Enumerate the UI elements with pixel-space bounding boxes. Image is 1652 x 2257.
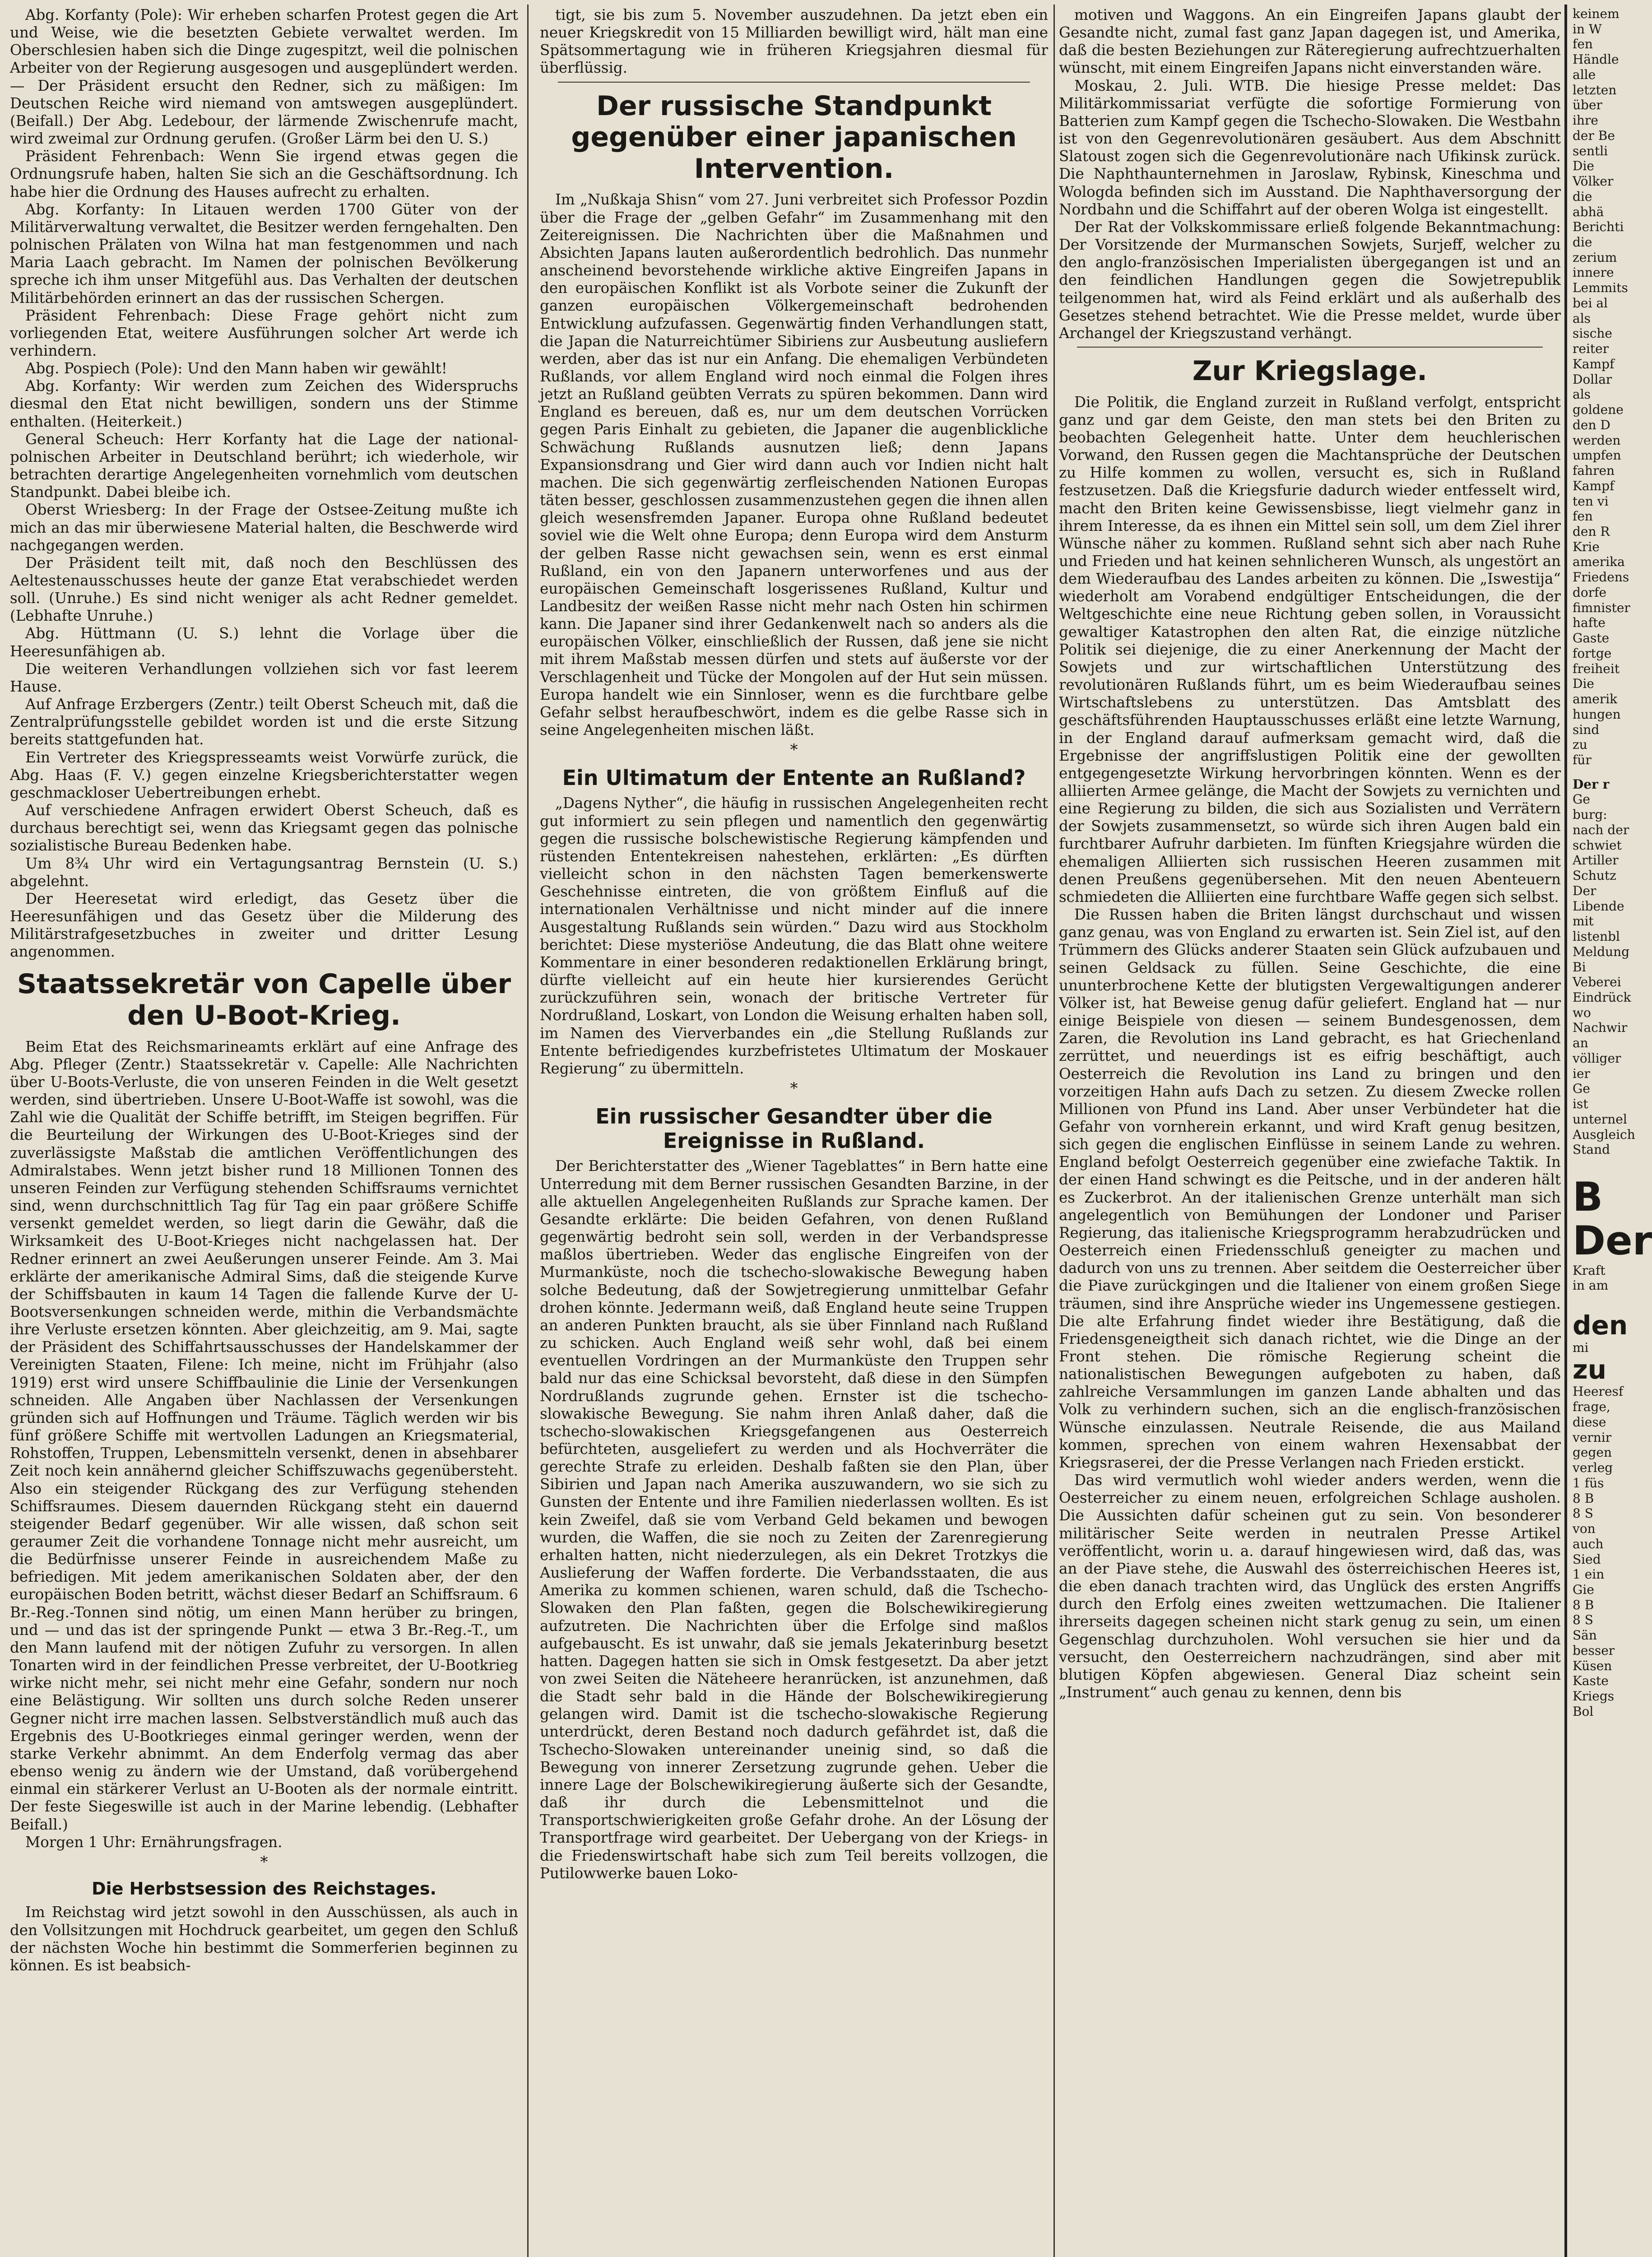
cropped-line: Berichti [1573, 219, 1624, 235]
cropped-line: Nachwir [1573, 1020, 1628, 1036]
cropped-line: ier [1573, 1066, 1590, 1081]
cropped-line: Krie [1573, 539, 1600, 554]
headline-russian-standpoint: Der russische Standpunkt gegenüber einer japanischen Intervention. [571, 90, 1017, 185]
cropped-line: 1 füs [1573, 1475, 1604, 1491]
section-divider [558, 82, 1030, 83]
paragraph: Der Berichterstatter des „Wiener Tageblattes“ in Bern hatte eine Unterredung mit dem Berner russischen Gesandten Barzine, in der alle aktuellen Angelegenheiten Rußlands zur Sprache kamen. Der Gesandte erklärte: Die beiden Gefahren, von denen Rußland gegenwärtig bedroht sein soll, werden in der Verbandspresse maßlos übertrieben. Weder das englische Eingreifen von der Murmanküste, noch die tschecho-slowakische Bewegung haben solche Bedeutung, daß der Sowjetregierung unmittelbar Gefahr drohen könnte. Jedermann weiß, daß England heute seine Truppen an anderen Punkten braucht, als sie über Finnland nach Rußland zu schicken. Auch England weiß sehr wohl, daß bei einem eventuellen Vordringen an der Murmanküste den Truppen sehr bald nur das eine Schicksal bevorsteht, daß diese in den Sümpfen Nordrußlands zugrunde gehen. Ernster ist die tschecho-slowakische Bewegung. Sie nahm ihren Anlaß daher, daß die tschecho-slowakischen Kriegsgefangenen aus Oesterreich befürchteten, ausgeliefert zu werden und als Hochverräter die gerechte Strafe zu erleiden. Deshalb faßten sie den Plan, über Sibirien und Japan nach Amerika auszuwandern, wo sie sich zu Gunsten der Entente und ihre Familien niederlassen wollten. Es ist kein Zweifel, daß sie vom Verband Geld bekamen und bewogen wurden, die Waffen, die sie noch zu Zeiten der Zarenregierung erhalten hatten, nicht niederzulegen, als ein Dekret Trotzkys die Auslieferung der Waffen forderte. Die Verbandsstaaten, die aus Amerika zu kommen schienen, waren schuld, daß die Tschecho-Slowaken den Plan faßten, gegen die Bolschewikiregierung aufzutreten. Die Nachrichten über die Erfolge sind maßlos aufgebauscht. Es ist unwahr, daß sie jemals Jekaterinburg besetzt hatten. Dagegen hatten sie sich in Omsk festgesetzt. Da aber jetzt von zwei Seiten die Näteheere heranrücken, ist anzunehmen, daß die Stadt sehr bald in die Hände der Bolschewikiregierung gelangen wird. Damit ist die tschecho-slowakische Regierung unterdrückt, deren Bestand noch dadurch gefährdet ist, daß die Tschecho-Slowaken untereinander uneinig sind, so daß die Bewegung von innerer Zersetzung zugrunde gehen. Ueber die innere Lage der Bolschewikiregierung äußerte sich der Gesandte, daß ihr durch die Lebensmittelnot und die Transportschwierigkeiten große Gefahr drohe. An der Lösung der Transportfrage wird gearbeitet. Der Uebergang von der Kriegs- in die Friedenswirtschaft habe sich zum Teil bereits vollzogen, die Putilowwerke bauen Loko- [540, 1157, 1048, 1882]
paragraph: Abg. Korfanty: Wir werden zum Zeichen des Widerspruchs diesmal den Etat nicht bewilligen, sondern uns der Stimme enthalten. (Heiterkeit.) [10, 377, 518, 430]
cropped-line: Die [1573, 158, 1594, 174]
cropped-line: frage, [1573, 1399, 1610, 1415]
cropped-line: Der [1573, 883, 1596, 898]
cropped-line: mi [1573, 1340, 1589, 1355]
cropped-line: Libende [1573, 898, 1624, 914]
cropped-headline: zu [1573, 1354, 1607, 1385]
cropped-line: fen [1573, 509, 1593, 524]
cropped-line: hungen [1573, 706, 1621, 722]
cropped-line: wo [1573, 1005, 1591, 1020]
headline-war-situation: Zur Kriegslage. [1192, 355, 1428, 387]
cropped-line: der Be [1573, 128, 1615, 143]
paragraph: Präsident Fehrenbach: Wenn Sie irgend etwas gegen die Ordnungsrufe haben, halten Sie sich an die Geschäftsordnung. Ich habe hier die Ordnung des Hauses aufrecht zu erhalten. [10, 148, 518, 200]
cropped-line: ten vi [1573, 493, 1609, 509]
cropped-line: auch [1573, 1536, 1604, 1551]
cropped-line: sentli [1573, 143, 1608, 158]
paragraph: Abg. Pospiech (Pole): Und den Mann haben wir gewählt! [25, 360, 447, 377]
cropped-line: abhä [1573, 204, 1604, 219]
cropped-line: Dollar [1573, 372, 1612, 387]
column-4-cropped [1573, 6, 1652, 2257]
headline-capelle: Staatssekretär von Capelle über den U-Boot-Krieg. [17, 968, 511, 1032]
cropped-line: alle [1573, 67, 1596, 82]
cropped-line: fen [1573, 37, 1593, 52]
separator-asterisk: * [260, 1853, 268, 1871]
cropped-big-headline: Der [1573, 1217, 1652, 1264]
cropped-line: burg: [1573, 807, 1607, 822]
paragraph: Der Rat der Volkskommissare erließ folgende Bekanntmachung: Der Vorsitzende der Murmanschen Sowjets, Surjeff, welcher zu den anglo-französischen Imperialisten übergegangen ist und an den feindlichen Handlungen gegen die Sowjetrepublik teilgenommen hat, wird als Feind erklärt und als außerhalb des Gesetzes stehend betrachtet. Wie die Presse meldet, wurde über Archangel der Kriegszustand verhängt. [1059, 218, 1561, 342]
headline-ultimatum: Ein Ultimatum der Entente an Rußland? [562, 766, 1026, 790]
cropped-line: Bol [1573, 1704, 1594, 1719]
cropped-headline: Der r [1573, 776, 1610, 792]
cropped-line: Sied [1573, 1551, 1601, 1567]
cropped-line: in W [1573, 21, 1602, 37]
cropped-line: den R [1573, 524, 1610, 539]
cropped-line: gegen [1573, 1445, 1612, 1460]
cropped-line: Kaste [1573, 1673, 1609, 1689]
cropped-line: hafte [1573, 615, 1606, 631]
cropped-line: amerik [1573, 692, 1618, 707]
cropped-line: Händle [1573, 52, 1619, 67]
cropped-line: 1 ein [1573, 1567, 1605, 1582]
paragraph: Im Reichstag wird jetzt sowohl in den Ausschüssen, als auch in den Vollsitzungen mit Hochdruck gearbeitet, um gegen den Schluß der nächsten Woche hin bestimmt die Sommerferien beginnen zu können. Es ist beabsich- [10, 1904, 518, 1974]
cropped-line: Heeresf [1573, 1384, 1624, 1399]
paragraph: tigt, sie bis zum 5. November auszudehnen. Da jetzt eben ein neuer Kriegskredit von 15 Milliarden bewilligt wird, hält man eine Spätsommertagung wie in früheren Kriegsjahren diesmal für überflüssig. [540, 6, 1048, 77]
cropped-line: amerika [1573, 554, 1625, 570]
cropped-line: 8 B [1573, 1491, 1594, 1506]
paragraph: Auf verschiedene Anfragen erwidert Oberst Scheuch, daß es durchaus berechtigt sei, wenn das Kriegsamt gegen das polnische sozialistische Bureau Bedenken habe. [10, 802, 518, 855]
cropped-line: dorfe [1573, 585, 1607, 600]
paragraph: Abg. Hüttmann (U. S.) lehnt die Vorlage über die Heeresunfähigen ab. [10, 625, 518, 660]
cropped-line: 8 S [1573, 1612, 1593, 1628]
cropped-line: sische [1573, 326, 1612, 341]
paragraph: Die weiteren Verhandlungen vollziehen sich vor fast leerem Hause. [10, 660, 518, 695]
paragraph: Die Politik, die England zurzeit in Rußland verfolgt, entspricht ganz und gar dem Geiste, den man stets bei den Briten zu beobachten Gelegenheit hatte. Unter dem heuchlerischen Vorwand, den Russen gegen die Machtansprüche der Deutschen zu Hilfe kommen zu wollen, versucht es, sich in Rußland festzusetzen. Daß die Kriegsfurie dadurch wieder entfesselt wird, macht den Briten keine Gewissensbisse, liegt vielmehr ganz in ihrem Interesse, da es ihnen ein Mittel sein soll, um dem Ziel ihrer Wünsche näher zu kommen. Rußland sehnt sich aber nach Ruhe und Frieden und hat keinen sehnlicheren Wunsch, als ungestört an dem Wiederaufbau des Landes arbeiten zu können. Die „Iswestija“ wiederholt am Vorabend endgültiger Entscheidungen, die der Weltgeschichte eine neue Richtung geben sollen, in Voraussicht gewaltiger Katastrophen den alten Rat, die einzige nützliche Politik sei diejenige, die zu einer Anerkennung der Macht der Sowjets und zur wirtschaftlichen Unterstützung des revolutionären Rußlands führt, um es beim Wiederaufbau seines Wirtschaftslebens zu unterstützen. Das Amtsblatt des geschäftsführenden Hauptausschusses erläßt eine letzte Warnung, in der England darauf aufmerksam gemacht wird, daß die Ergebnisse der angriffslustigen Politik eine der gewollten entgegengesetzte Wirkung hervorbringen könnten. Wenn es der alliierten Armee gelänge, die Macht der Sowjets zu vernichten und eine Regierung zu bilden, die sich aus Sozialisten und Verrätern der Sowjets zusammensetzt, so würde sich ihren Augen bald ein furchtbarer Aufruhr darbieten. Im fünften Kriegsjahre würden die ehemaligen Alliierten sich russischen Heeren zusammen mit denen Preußens gegenübersehen. Mit den neuen Abenteuern schmiedeten die Alliierten eine furchtbare Waffe gegen sich selbst. [1059, 393, 1561, 906]
paragraph: Um 8¾ Uhr wird ein Vertagungsantrag Bernstein (U. S.) abgelehnt. [10, 855, 518, 890]
cropped-line: Schutz [1573, 868, 1616, 883]
cropped-line: Artiller [1573, 853, 1619, 868]
section-divider [1077, 347, 1543, 348]
cropped-line: freiheit [1573, 661, 1620, 676]
cropped-line: innere [1573, 265, 1614, 280]
cropped-line: diese [1573, 1414, 1606, 1430]
cropped-line: 8 S [1573, 1506, 1593, 1521]
cropped-line: letzten [1573, 82, 1617, 98]
cropped-line: Lemmits [1573, 280, 1628, 296]
cropped-line: Küsen [1573, 1658, 1612, 1673]
cropped-line: bei al [1573, 295, 1608, 311]
cropped-line: Die [1573, 676, 1594, 692]
cropped-line: Stand [1573, 1142, 1610, 1157]
cropped-line-group [1573, 1340, 1620, 1356]
cropped-line: in am [1573, 1278, 1609, 1293]
headline-herbstsession: Die Herbstsession des Reichstages. [92, 1878, 436, 1899]
paragraph: Im „Nußkaja Shisn“ vom 27. Juni verbreitet sich Professor Pozdin über die Frage der „gelben Gefahr“ im Zusammenhang mit den Zeitereignissen. Die Nachrichten über die Maßnahmen und Absichten Japans lauten außerordentlich bedrohlich. Das nunmehr anscheinend bevorstehende wirkliche aktive Eingreifen Japans in den europäischen Konflikt ist als Vorbote seiner die Zukunft der ganzen europäischen Völkergemeinschaft bedrohenden Entwicklung aufzufassen. Gegenwärtig finden Verhandlungen statt, die Japan die Naturreichtümer Sibiriens zur Ausbeutung ausliefern werden, aber das ist nur ein Anfang. Die ehemaligen Verbündeten Rußlands, vor allem England wird noch einmal die Folgen ihres jetzt an Rußland geübten Verrats zu spüren bekommen. Dann wird England es bereuen, daß es, nur um dem deutschen Vorrücken gegen Paris Einhalt zu gebieten, die Japaner die augenblickliche Schwächung Rußlands ausnutzen ließ; denn Japans Expansionsdrang und Gier wird dann auch vor Indien nicht halt machen. Die sich gegenwärtig zerfleischenden Nationen Europas täten besser, geschlossen zusammenzustehen gegen die ihnen allen gleich wesensfremden Japaner. Europa ohne Rußland bedeutet soviel wie die Welt ohne Europa; denn Europa wird dem Ansturm der gelben Rasse nicht gewachsen sein, wenn es erst einmal Rußland, ein von den Japanern unterworfenes und aus der europäischen Gemeinschaft losgerissenes Rußland, Kultur und Landbesitz der weißen Rasse nicht mehr nach Osten hin schirmen kann. Die Japaner sind ihrer Gedankenwelt nach so anders als die europäischen Völker, einschließlich der Russen, daß jene sie nicht mit ihrem Maßstab messen dürfen und stets auf äußerste vor der Verschlagenheit und Tücke der Mongolen auf der Hut sein müssen. Europa handelt wie ein Sinnloser, wenn es die furchtbare gelbe Gefahr selbst heraufbeschwört, indem es die gelbe Rasse sich in seine Angelegenheiten mischen läßt. [540, 191, 1048, 739]
cropped-line: 8 B [1573, 1597, 1594, 1612]
cropped-line: Ge [1573, 1081, 1590, 1096]
paragraph: Morgen 1 Uhr: Ernährungsfragen. [25, 1833, 283, 1851]
cropped-big-headline: B [1573, 1174, 1603, 1221]
paragraph: Die Russen haben die Briten längst durchschaut und wissen ganz genau, was von England zu erwarten ist. Sein Ziel ist, auf den Trümmern des Glücks anderer Staaten sein Glück aufzubauen und seinen Geldsack zu füllen. Seine Geschichte, die eine ununterbrochene Kette der blutigsten Vergewaltigungen anderer Völker ist, hat Beweise genug dafür geliefert. England hat — nur einige Beispiele von diesen — seinem Bundesgenossen, dem Zaren, die Revolution ins Land gebracht, es hat Griechenland zerrüttet, und neuerdings ist es eifrig beschäftigt, auch Oesterreich die Revolution ins Land zu bringen und den vorzeitigen Hahn aufs Dach zu setzen. Zu diesem Zwecke rollen Millionen von Pfund ins Land. Aber unser Verbündeter hat die Gefahr von vornherein erkannt, und wird Kraft genug besitzen, sich gegen die englischen Einflüsse in seinem Lande zu wehren. England befolgt Oesterreich gegenüber eine zwiefache Taktik. In der einen Hand schwingt es die Peitsche, und in der anderen hält es Zuckerbrot. An der italienischen Grenze unterhält man sich angelegentlich von Bemühungen der Londoner und Pariser Regierung, das italienische Kriegsprogramm herabzudrücken und Oesterreich einen Friedensschluß geneigter zu machen und dadurch von uns zu trennen. Aber seitdem die Oesterreicher über die Piave zurückgingen und die Italiener von einem großen Siege träumen, sind ihre Ansprüche wieder ins Ungemessene gestiegen. Die alte Erfahrung findet wieder ihre Bestätigung, daß die Friedensgeneigtheit sich danach richtet, wie die Dinge an der Front stehen. Die römische Regierung scheint die nationalistischen Bewegungen aufgeboten zu haben, daß zahlreiche Versammlungen im ganzen Lande abhalten und das Volk zu verhindern suchen, sich an die englisch-französischen Wünsche einzulassen. Neutrale Reisende, die aus Mailand kommen, sprechen von einem wahren Hexensabbat der Kriegsraserei, der die Presse Verlangen nach Frieden erstickt. [1059, 906, 1561, 1471]
column-rule [1053, 5, 1055, 2257]
cropped-line: Gie [1573, 1582, 1594, 1598]
cropped-line: Ausgleich [1573, 1127, 1635, 1142]
paragraph: Präsident Fehrenbach: Diese Frage gehört nicht zum vorliegenden Etat, weitere Ausführungen solcher Art werde ich verhindern. [10, 307, 518, 359]
cropped-line: über [1573, 98, 1602, 113]
cropped-line: fimnister [1573, 600, 1630, 615]
cropped-line: sind [1573, 722, 1600, 737]
cropped-line: goldene [1573, 402, 1624, 418]
cropped-line: Ge [1573, 792, 1590, 807]
cropped-line: unternel [1573, 1111, 1627, 1127]
column-2 [540, 6, 1048, 2257]
cropped-line: besser [1573, 1643, 1615, 1658]
cropped-line: Kampf [1573, 356, 1615, 372]
cropped-line: fahren [1573, 463, 1615, 478]
paragraph: Ein Vertreter des Kriegspresseamts weist Vorwürfe zurück, die Abg. Haas (F. V.) gegen einzelne Kriegsberichterstatter wegen geschmackloser Uebertreibungen erhebt. [10, 748, 518, 801]
cropped-line: reiter [1573, 341, 1609, 357]
cropped-line: für [1573, 752, 1592, 767]
headline-russian-envoy: Ein russischer Gesandter über die Ereignisse in Rußland. [595, 1104, 993, 1153]
paragraph: Abg. Korfanty: In Litauen werden 1700 Güter von der Militärverwaltung verwaltet, die Besitzer werden ferngehalten. Den polnischen Prälaten von Wilna hat man festgenommen und nach Maria Laach gebracht. Im Namen der polnischen Bevölkerung spreche ich ihm unser Mitgefühl aus. Das Verhalten der deutschen Militärbehörden erinnert an das der russischen Schergen. [10, 200, 518, 307]
cropped-line: Kampf [1573, 478, 1615, 493]
column-rule [527, 5, 529, 2257]
cropped-line: Kriegs [1573, 1689, 1615, 1704]
cropped-line: verleg [1573, 1460, 1613, 1476]
cropped-line-group [1573, 1384, 1624, 1719]
cropped-line: werden [1573, 432, 1621, 448]
cropped-line: Sän [1573, 1628, 1597, 1643]
cropped-line: Eindrück [1573, 990, 1631, 1005]
paragraph: Auf Anfrage Erzbergers (Zentr.) teilt Oberst Scheuch mit, daß die Zentralprüfungsstelle gebildet worden ist und die erste Sitzung bereits stattgefunden hat. [10, 696, 518, 748]
cropped-line: Friedens [1573, 570, 1629, 585]
cropped-line-group [1573, 6, 1630, 768]
separator-asterisk: * [790, 1079, 798, 1097]
cropped-line-group [1573, 792, 1635, 1157]
paragraph: General Scheuch: Herr Korfanty hat die Lage der national-polnischen Arbeiter in Deutschland berührt; ich wiederhole, wir betrachten derartige Angelegenheiten vornehmlich vom deutschen Standpunkt. Dabei bleibe ich. [10, 430, 518, 501]
cropped-line: als [1573, 311, 1591, 326]
cropped-line: mit [1573, 914, 1594, 929]
cropped-line: schwiet [1573, 837, 1622, 853]
paragraph: motiven und Waggons. An ein Eingreifen Japans glaubt der Gesandte nicht, zumal fast ganz Japan dagegen ist, und Amerika, daß die besten Beziehungen zur Räteregierung aufrechtzuerhalten wünscht, mit einem Eingreifen Japans nicht einverstanden wäre. [1059, 6, 1561, 77]
cropped-line: Völker [1573, 174, 1614, 189]
cropped-line: als [1573, 387, 1591, 402]
cropped-line: nach der [1573, 822, 1629, 837]
column-3 [1059, 6, 1561, 2257]
cropped-line: keinem [1573, 6, 1620, 21]
cropped-line: den D [1573, 417, 1610, 432]
paragraph: Moskau, 2. Juli. WTB. Die hiesige Presse meldet: Das Militärkommissariat verfügte die sofortige Formierung von Batterien zum Kampf gegen die Tschecho-Slowaken. Die Westbahn ist von den Gegenrevolutionären gesäubert. Aus dem Abschnitt Slatoust zogen sich die Gegenrevolutionäre nach Ufikinsk zurück. Die Naphthaunternehmen in Jaroslaw, Rybinsk, Kineschma und Wologda befinden sich im Ausstand. Die Naphthaversorgung der Nordbahn und die Schiffahrt auf der oberen Wolga ist eingestellt. [1059, 77, 1561, 218]
cropped-line: ihre [1573, 113, 1598, 128]
page-edge-rule [1564, 5, 1567, 2257]
paragraph: Der Heeresetat wird erledigt, das Gesetz über die Heeresunfähigen und das Gesetz über die Milderung des Militärstrafgesetzbuches in zweiter und dritter Lesung angenommen. [10, 890, 518, 961]
cropped-line: zu [1573, 737, 1587, 752]
cropped-line: listenbl [1573, 929, 1620, 944]
paragraph: Beim Etat des Reichsmarineamts erklärt auf eine Anfrage des Abg. Pfleger (Zentr.) Staatssekretär v. Capelle: Alle Nachrichten über U-Boots-Verluste, die von unseren Feinden in die Welt gesetzt werden, sind übertrieben. Unsere U-Boot-Waffe ist sowohl, was die Zahl wie die Qualität der Schiffe betrifft, im Steigen begriffen. Für die Beurteilung der Wirkungen des U-Boot-Krieges sind der zuverlässigste Maßstab die amtlichen Veröffentlichungen des Admiralstabes. Wenn jetzt bisher rund 18 Millionen Tonnen des unseren Feinden zur Verfügung stehenden Schiffsraums vernichtet sind, wenn durchschnittlich Tag für Tag ein paar größere Schiffe versenkt gemeldet werden, so liegt darin die Gewähr, daß die Wirksamkeit des U-Boot-Krieges nicht nachgelassen hat. Der Redner erinnert an zwei Aeußerungen unserer Feinde. Am 3. Mai erklärte der amerikanische Admiral Sims, daß die steigende Kurve der Schiffsbauten in kaum 14 Tagen die fallende Kurve der U-Bootsversenkungen schneiden werde, mithin die Verbandsmächte ihre Verluste ersetzen könnten. Aber gleichzeitig, am 9. Mai, sagte der Präsident des Schiffahrtsausschusses der Handelskammer der Vereinigten Staaten, Filene: Ich meine, nicht im Frühjahr (also 1919) erst wird unsere Schiffbaulinie die Linie der Versenkungen schneiden. Alle Angaben über Nachlassen der Versenkungen gründen sich auf Hoffnungen und Träume. Täglich werden wir bis fünf größere Schiffe mit wertvollen Ladungen an Kriegsmaterial, Rohstoffen, Truppen, Lebensmitteln versenkt, denen in absehbarer Zeit noch kein annähernd gleicher Schiffszuwachs gegenübersteht. Also ein steigender Rückgang des zur Verfügung stehenden Schiffsraumes. Diesem dauernden Rückgang steht ein dauernd steigender Bedarf gegenüber. Wir alle wissen, daß schon seit geraumer Zeit die vorhandene Tonnage nicht mehr ausreicht, um die Bedürfnisse unserer Feinde in ausreichendem Maße zu befriedigen. Mit jedem amerikanischen Soldaten aber, der den europäischen Boden betritt, wächst dieser Bedarf an Schiffsraum. 6 Br.-Reg.-Tonnen sind nötig, um einen Mann herüber zu bringen, und — und das ist der springende Punkt — etwa 3 Br.-Reg.-T., um den Mann laufend mit der nötigen Zufuhr zu versorgen. In allen Tonarten wird in der feindlichen Presse verbreitet, der U-Bootkrieg wirke nicht mehr, sei nicht mehr eine Gefahr, sondern nur noch eine Belästigung. Wir sollten uns durch solche Reden unserer Gegner nicht irre machen lassen. Selbstverständlich muß auch das Ergebnis des U-Bootkrieges einmal geringer werden, wenn der starke Verkehr abnimmt. An dem Enderfolg vermag das aber ebenso wenig zu ändern wie der Umstand, daß vorübergehend einmal ein stärkerer Verlust an U-Booten als der normale eintritt. Der feste Siegeswille ist auch in der Marine lebendig. (Lebhafter Beifall.) [10, 1038, 518, 1833]
cropped-line: die [1573, 189, 1592, 204]
cropped-line: Bi [1573, 959, 1586, 975]
cropped-line: von [1573, 1521, 1596, 1537]
separator-asterisk: * [790, 741, 798, 759]
cropped-line: umpfen [1573, 448, 1621, 463]
cropped-line-group [1573, 1263, 1620, 1293]
paragraph: Oberst Wriesberg: In der Frage der Ostsee-Zeitung mußte ich mich an das mir überwiesene Material halten, die Beschwerde wird nachgegangen werden. [10, 501, 518, 554]
cropped-headline: den [1573, 1310, 1628, 1341]
column-1 [10, 6, 518, 2257]
cropped-line: völliger [1573, 1050, 1621, 1066]
paragraph: „Dagens Nyther“, die häufig in russischen Angelegenheiten recht gut informiert zu sein pflegen und namentlich den gegenwärtig gegen die russische bolschewistische Regierung kämpfenden und rüstenden Ententekreisen nahestehen, erklärten: „Es dürften vielleicht schon in den nächsten Tagen bemerkenswerte Geschehnisse eintreten, die von größtem Einfluß auf die internationalen Verhältnisse und nicht minder auf die innere Ausgestaltung Rußlands sein würden.“ Dazu wird aus Stockholm berichtet: Diese mysteriöse Andeutung, die das Blatt ohne weitere Kommentare in einer besonderen redaktionellen Erklärung bringt, dürfte vielleicht auf ein heute hier kursierendes Gerücht zurückzuführen sein, wonach der britische Vertreter für Nordrußland, Loskart, von London die Weisung erhalten haben soll, im Namen des Vierverbandes ein „die Stellung Rußlands zur Entente befriedigendes kurzbefristetes Ultimatum der Moskauer Regierung“ zu übermitteln. [540, 794, 1048, 1077]
paragraph: Abg. Korfanty (Pole): Wir erheben scharfen Protest gegen die Art und Weise, wie die besetzten Gebiete verwaltet werden. Im Oberschlesien haben sich die Dinge zugespitzt, weil die polnischen Arbeiter von der Regierung ausgesogen und ausgeplündert werden. — Der Präsident ersucht den Redner, sich zu mäßigen: Im Deutschen Reiche wird niemand von amtswegen ausgeplündert. (Beifall.) Der Abg. Ledebour, der lärmende Zwischenrufe macht, wird zweimal zur Ordnung gerufen. (Großer Lärm bei den U. S.) [10, 6, 518, 148]
cropped-line: zerium [1573, 250, 1617, 265]
cropped-line: Veberei [1573, 975, 1621, 990]
cropped-line: Meldung [1573, 944, 1630, 959]
cropped-line: vernir [1573, 1430, 1612, 1445]
cropped-line: die [1573, 235, 1592, 250]
cropped-line: ist [1573, 1096, 1588, 1112]
cropped-line: Kraft [1573, 1263, 1606, 1278]
cropped-line: an [1573, 1036, 1588, 1051]
paragraph: Der Präsident teilt mit, daß noch den Beschlüssen des Aeltestenausschusses heute der ganze Etat verabschiedet werden soll. (Unruhe.) Es sind nicht weniger als acht Redner gemeldet. (Lebhafte Unruhe.) [10, 554, 518, 625]
cropped-line: Gaste [1573, 631, 1610, 646]
paragraph: Das wird vermutlich wohl wieder anders werden, wenn die Oesterreicher zu einem neuen, erfolgreichen Schlage ausholen. Die Aussichten dafür scheinen gut zu sein. Von besonderer militärischer Seite werden in neutralen Presse Artikel veröffentlicht, worin u. a. darauf hingewiesen wird, daß das, was an der Piave stehe, die Auswahl des österreichischen Heeres ist, die eben danach trachten wird, das Unglück des ersten Angriffs durch den Erfolg eines zweiten wettzumachen. Die Italiener ihrerseits dagegen scheinen nicht stark genug zu sein, um einen Gegenschlag durchzuholen. Wohl versuchen sie hier und da versucht, den Oesterreichern nachzudrängen, sind aber mit blutigen Köpfen abgewiesen. General Diaz scheint sein „Instrument“ auch genau zu kennen, denn bis [1059, 1472, 1561, 1701]
cropped-line: fortge [1573, 646, 1612, 661]
